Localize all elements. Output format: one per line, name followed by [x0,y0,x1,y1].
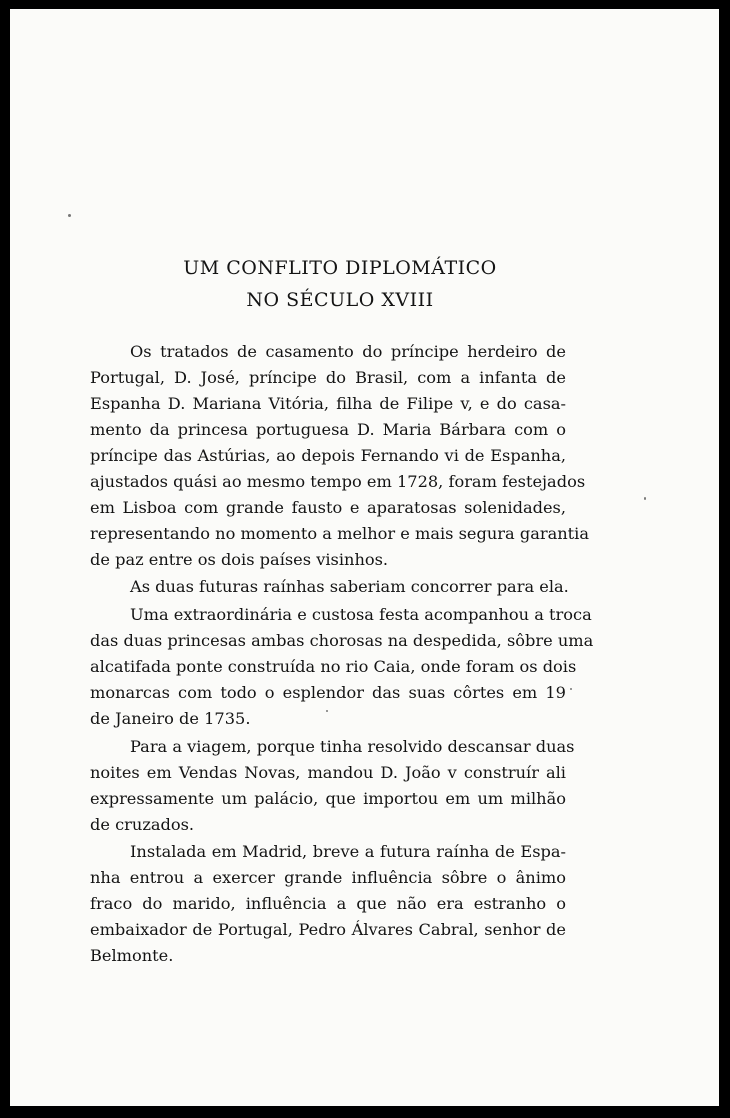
text-line: príncipe das Astúrias, ao depois Fernando vi de Espanha, [90,446,566,465]
text-line: Os tratados de casamento do príncipe herdeiro de [130,342,566,361]
chapter-title-line-1: UM CONFLITO DIPLOMÁTICO [183,257,497,279]
text-line: embaixador de Portugal, Pedro Álvares Cabral, senhor de [90,920,566,939]
text-line: Portugal, D. José, príncipe do Brasil, com a infanta de [90,368,566,387]
scan-speck [570,688,572,690]
scan-speck [326,710,328,712]
text-line: em Lisboa com grande fausto e aparatosas solenidades, [90,498,566,517]
text-line: Uma extraordinária e custosa festa acompanhou a troca [130,605,592,624]
text-line: fraco do marido, influência a que não era estranho o [90,894,566,913]
text-line: nha entrou a exercer grande influência sôbre o ânimo [90,868,566,887]
text-line: ajustados quási ao mesmo tempo em 1728, foram festejados [90,472,586,491]
scan-speck [644,497,646,500]
text-line: alcatifada ponte construída no rio Caia, onde foram os dois [90,657,577,676]
text-line: expressamente um palácio, que importou em um milhão [90,789,566,808]
text-line: de Janeiro de 1735. [90,709,251,728]
text-line: representando no momento a melhor e mais segura garantia [90,524,589,543]
text-line: de paz entre os dois países visinhos. [90,550,389,569]
text-line: monarcas com todo o esplendor das suas côrtes em 19 [90,683,566,702]
scan-speck [68,214,71,217]
page-sheet [10,9,719,1106]
text-line: Belmonte. [90,946,174,965]
text-line: das duas princesas ambas chorosas na despedida, sôbre uma [90,631,594,650]
text-line: noites em Vendas Novas, mandou D. João v construír ali [90,763,566,782]
text-line: As duas futuras raínhas saberiam concorrer para ela. [130,577,569,596]
text-line: Para a viagem, porque tinha resolvido descansar duas [130,737,575,756]
text-line: Instalada em Madrid, breve a futura raínha de Espa- [130,842,566,861]
text-line: mento da princesa portuguesa D. Maria Bárbara com o [90,420,566,439]
chapter-title-line-2: NO SÉCULO XVIII [246,289,434,311]
text-line: Espanha D. Mariana Vitória, filha de Filipe v, e do casa- [90,394,566,413]
text-line: de cruzados. [90,815,195,834]
